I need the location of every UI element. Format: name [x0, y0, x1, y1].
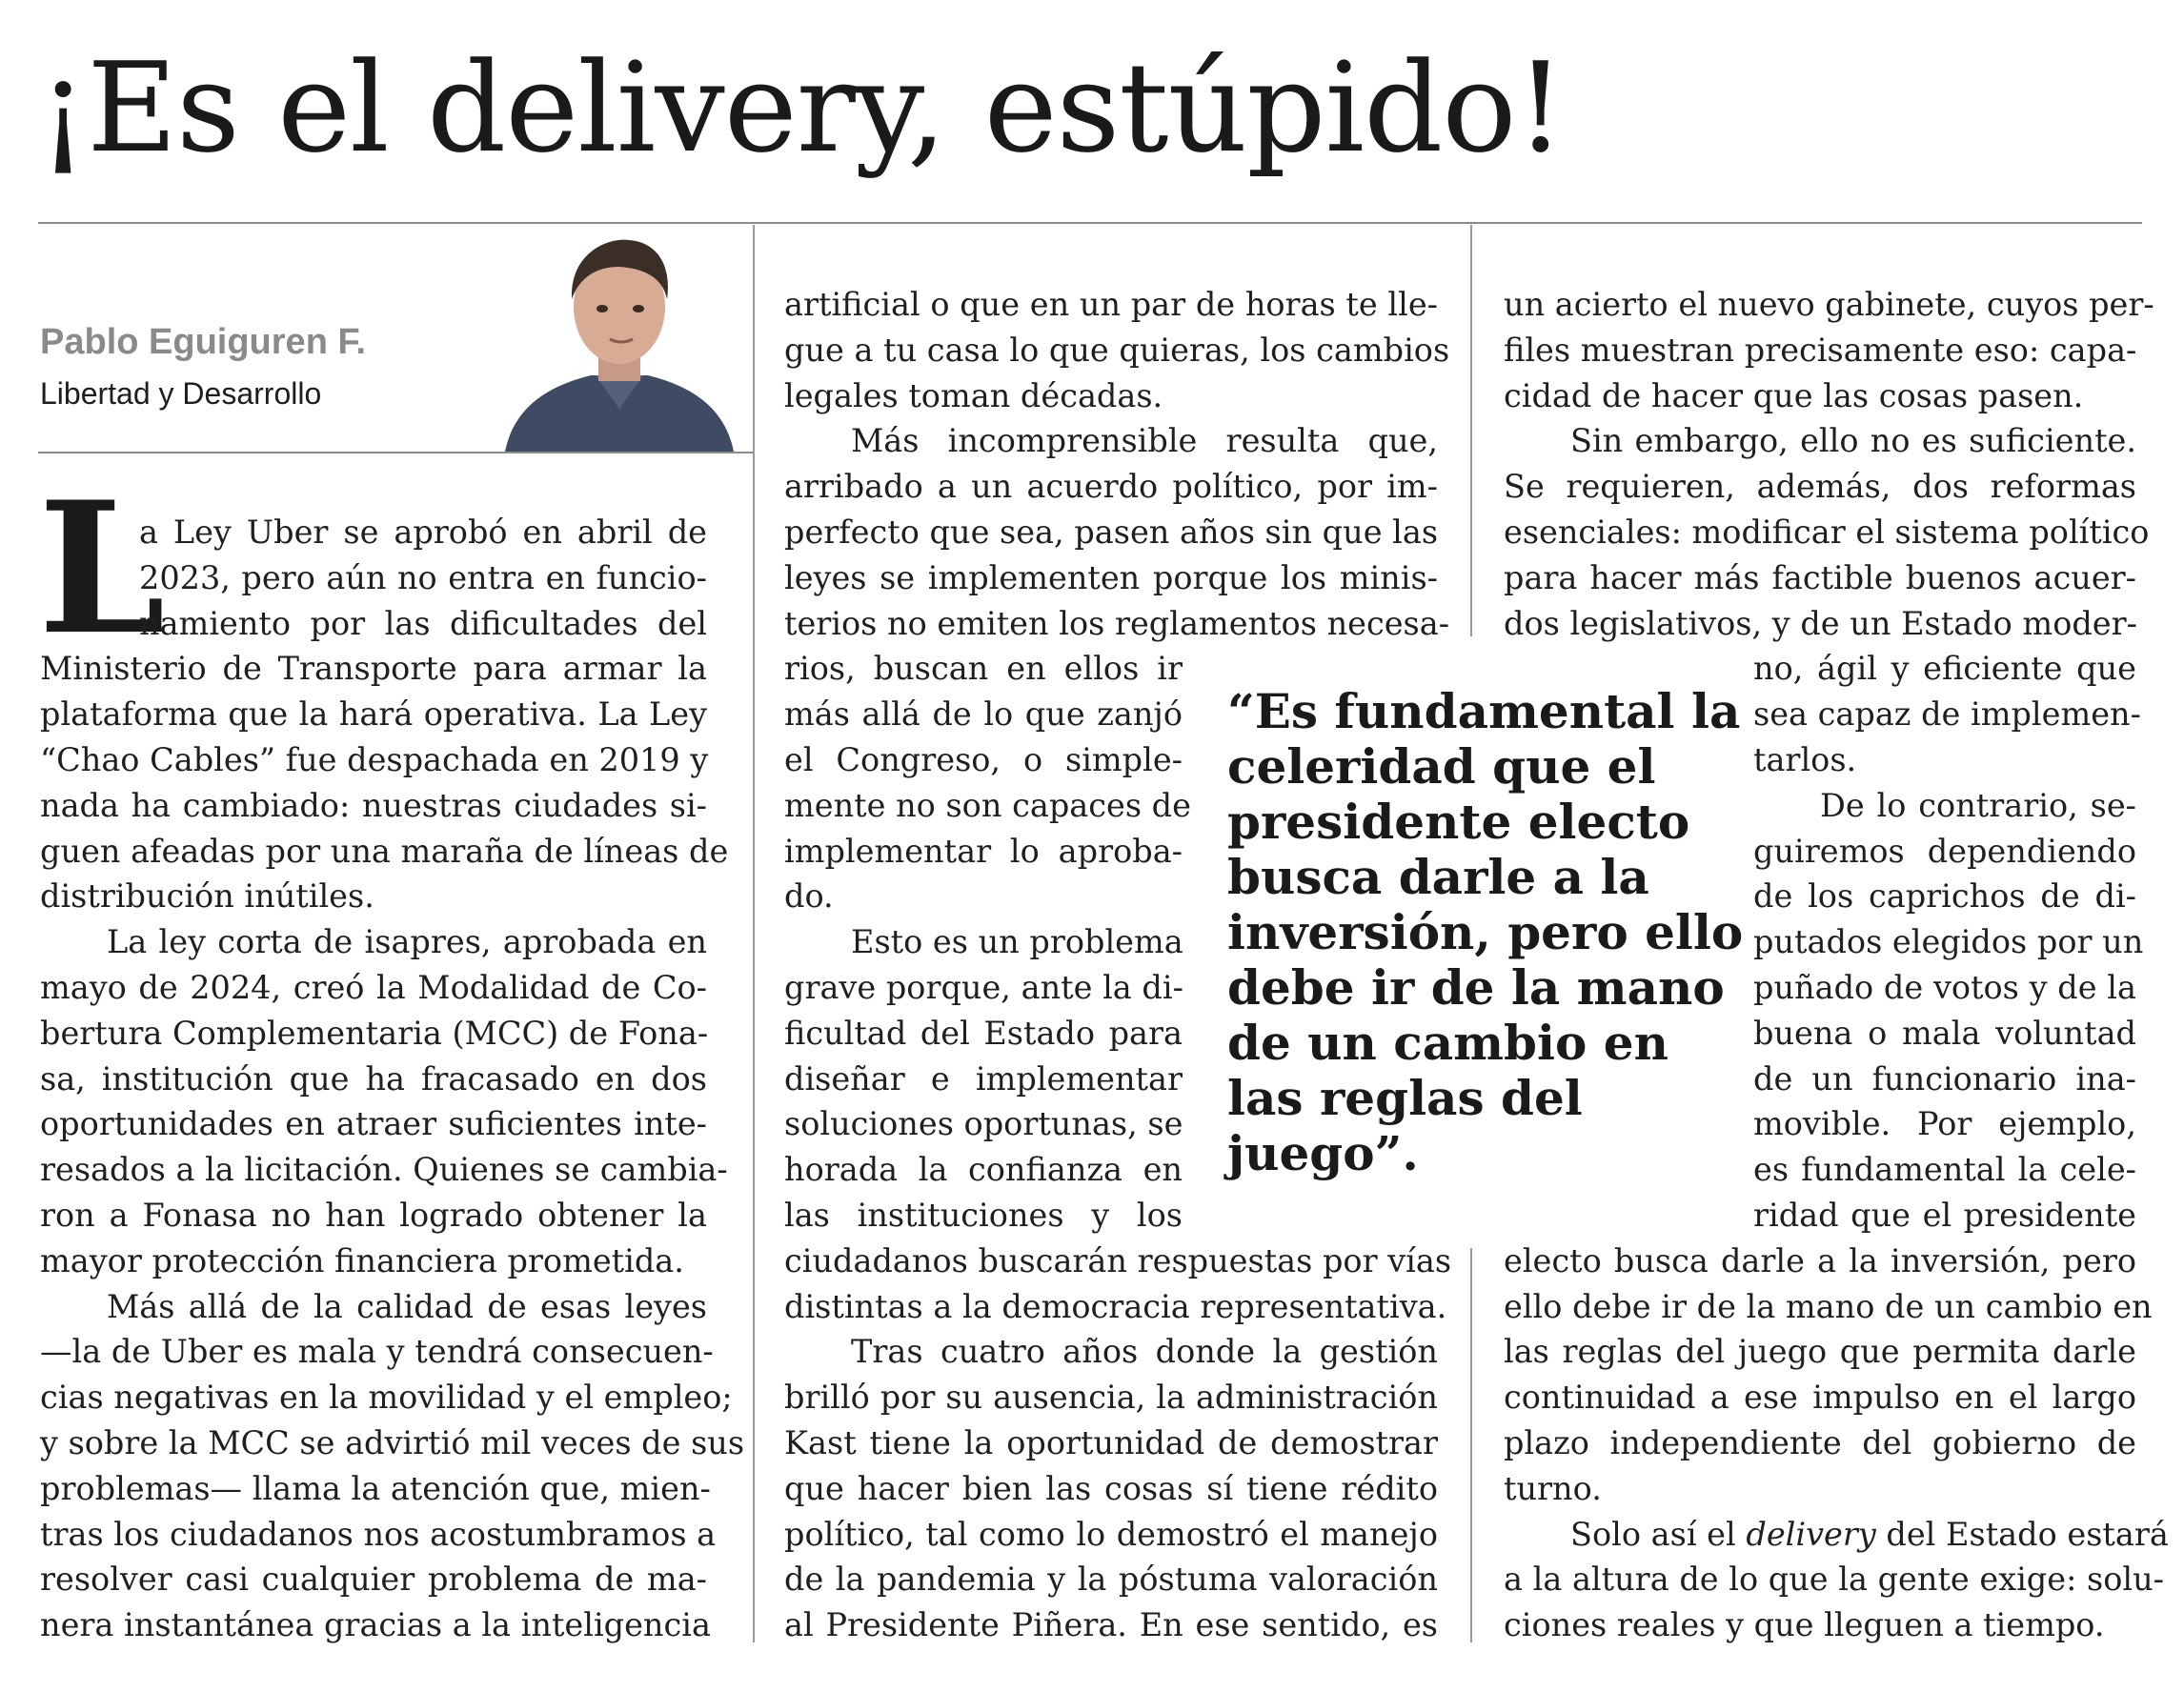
text-line: guiremos dependiendo [1753, 832, 2136, 870]
pull-quote-line: celeridad que el [1227, 738, 1656, 795]
text-line: Sin embargo, ello no es suficiente. [1570, 422, 2136, 460]
text-line [1504, 1512, 2169, 1558]
text-line: Kast tiene la oportunidad de demostrar [784, 1423, 1438, 1461]
pull-quote-line: de un cambio en [1227, 1015, 1668, 1071]
pull-quote-line: debe ir de la mano [1227, 959, 1725, 1016]
text-line: implementar lo aproba- [784, 832, 1183, 870]
text-line: Se requieren, además, dos reformas [1504, 468, 2136, 506]
text-line: rios, buscan en ellos ir [784, 650, 1183, 688]
text-line: mente no son capaces de [784, 786, 1191, 824]
pull-quote-line: juego”. [1227, 1125, 1419, 1181]
headline: ¡Es el delivery, estúpido! [38, 35, 1565, 180]
text-line: tarlos. [1753, 740, 1857, 778]
author-organization: Libertad y Desarrollo [40, 376, 322, 411]
pull-quote-line: busca darle a la [1227, 849, 1649, 905]
text-line: turno. [1504, 1469, 1602, 1507]
text-line: problemas— llama la atención que, mien- [40, 1469, 711, 1507]
text-line: que hacer bien las cosas sí tiene rédito [784, 1469, 1438, 1507]
text-line: a la altura de lo que la gente exige: solu- [1504, 1561, 2164, 1599]
pull-quote-line: las reglas del [1227, 1070, 1583, 1126]
text-line: distribución inútiles. [40, 877, 374, 916]
italic-delivery: delivery [1746, 1515, 1876, 1553]
text-line: de la pandemia y la póstuma valoración [784, 1561, 1438, 1599]
text-line: el Congreso, o simple- [784, 740, 1183, 778]
text-line: artificial o que en un par de horas te lle- [784, 286, 1438, 323]
text-line: legales toman décadas. [784, 376, 1163, 414]
text-line: puñado de votos y de la [1753, 968, 2136, 1006]
pull-quote-line: presidente electo [1227, 794, 1690, 850]
column-3-narrow [1753, 646, 2144, 1238]
text-line: La ley corta de isapres, aprobada en [107, 923, 707, 961]
text-span: del Estado estará [1875, 1515, 2169, 1553]
text-line: guen afeadas por una maraña de líneas de [40, 832, 729, 870]
text-line: 2023, pero aún no entra en funcio- [139, 558, 707, 596]
text-line: bertura Complementaria (MCC) de Fona- [40, 1014, 709, 1052]
text-line: ron a Fonasa no han logrado obtener la [40, 1196, 707, 1234]
column-divider-2-bottom [1470, 1248, 1472, 1642]
text-line: oportunidades en atraer suficientes inte- [40, 1105, 707, 1143]
text-line: resolver casi cualquier problema de ma- [40, 1561, 707, 1599]
text-line: putados elegidos por un [1753, 923, 2144, 961]
author-divider [38, 452, 753, 453]
text-line: de los caprichos de di- [1753, 877, 2136, 916]
author-name: Pablo Eguiguren F. [40, 322, 367, 362]
text-line: a Ley Uber se aprobó en abril de [139, 514, 707, 551]
text-line: un acierto el nuevo gabinete, cuyos per- [1504, 286, 2154, 323]
text-line: arribado a un acuerdo político, por im- [784, 468, 1438, 506]
text-line: mayo de 2024, creó la Modalidad de Co- [40, 968, 707, 1006]
text-line: tras los ciudadanos nos acostumbramos a [40, 1515, 717, 1553]
text-line: más allá de lo que zanjó [784, 695, 1183, 734]
pull-quote-line: inversión, pero ello [1227, 904, 1744, 960]
text-line: Ministerio de Transporte para armar la [40, 650, 707, 688]
text-line: perfecto que sea, pasen años sin que las [784, 513, 1439, 551]
text-line: esenciales: modificar el sistema político [1504, 513, 2150, 551]
text-line: “Chao Cables” fue despachada en 2019 y [40, 740, 709, 778]
text-line: político, tal como lo demostró el manejo [784, 1515, 1438, 1553]
text-line: gue a tu casa lo que quieras, los cambios [784, 331, 1450, 369]
text-line: nada ha cambiado: nuestras ciudades si- [40, 786, 707, 824]
text-line: es fundamental la cele- [1753, 1151, 2136, 1189]
text-span: Solo así el [1570, 1515, 1747, 1553]
text-line: diseñar e implementar [784, 1059, 1183, 1098]
headline-divider [38, 222, 2142, 224]
text-line: de un funcionario ina- [1753, 1059, 2136, 1098]
text-line: sea capaz de implemen- [1753, 695, 2141, 734]
text-line: grave porque, ante la di- [784, 968, 1183, 1006]
text-line: cias negativas en la movilidad y el empleo; [40, 1379, 733, 1417]
text-line: Más allá de la calidad de esas leyes [107, 1287, 707, 1325]
text-line: do. [784, 877, 834, 916]
column-divider-2-top [1470, 225, 1472, 636]
text-line: nera instantánea gracias a la inteligencia [40, 1606, 711, 1644]
column-divider-1 [753, 225, 755, 1642]
text-line: resados a la licitación. Quienes se cambia- [40, 1151, 728, 1189]
text-line: leyes se implementen porque los minis- [784, 558, 1438, 596]
text-line: Más incomprensible resulta que, [851, 422, 1438, 460]
column-3-bottom [1504, 1239, 2169, 1648]
text-line: horada la confianza en [784, 1151, 1183, 1189]
text-line: Esto es un problema [851, 923, 1183, 961]
column-1-dropcap-lines [139, 510, 707, 646]
text-line: continuidad a ese impulso en el largo [1504, 1379, 2136, 1417]
text-line: las instituciones y los [784, 1196, 1183, 1234]
text-line: movible. Por ejemplo, [1753, 1105, 2136, 1143]
text-line: ciudadanos buscarán respuestas por vías [784, 1241, 1452, 1279]
column-3-top [1504, 282, 2154, 646]
text-line: cidad de hacer que las cosas pasen. [1504, 376, 2084, 414]
text-line: para hacer más factible buenos acuer- [1504, 558, 2136, 596]
text-line: —la de Uber es mala y tendrá consecuen- [40, 1333, 714, 1371]
text-line: ello debe ir de la mano de un cambio en [1504, 1287, 2153, 1325]
text-line: sa, institución que ha fracasado en dos [40, 1059, 707, 1098]
text-line: brilló por su ausencia, la administración [784, 1379, 1438, 1417]
text-line: dos legislativos, y de un Estado moder- [1504, 604, 2137, 642]
author-portrait-icon [495, 232, 741, 452]
text-line: no, ágil y eficiente que [1753, 650, 2136, 688]
text-line: ficultad del Estado para [784, 1014, 1183, 1052]
text-line: plazo independiente del gobierno de [1504, 1423, 2136, 1461]
text-line: buena o mala voluntad [1753, 1014, 2136, 1052]
column-2-bottom [784, 1239, 1452, 1648]
text-line: distintas a la democracia representativa. [784, 1287, 1447, 1325]
text-line: ridad que el presidente [1753, 1196, 2136, 1234]
pull-quote-line: “Es fundamental la [1227, 683, 1741, 739]
text-line: las reglas del juego que permita darle [1504, 1333, 2136, 1371]
text-line: plataforma que la hará operativa. La Ley [40, 695, 707, 734]
text-line: ciones reales y que lleguen a tiempo. [1504, 1606, 2105, 1644]
text-line: Tras cuatro años donde la gestión [851, 1333, 1438, 1371]
pull-quote [1227, 683, 1744, 1181]
text-line: soluciones oportunas, se [784, 1105, 1183, 1143]
column-2-narrow [784, 646, 1191, 1238]
text-line: y sobre la MCC se advirtió mil veces de sus [40, 1423, 745, 1461]
text-line: De lo contrario, se- [1820, 786, 2136, 824]
column-2-top [784, 282, 1450, 646]
text-line: namiento por las dificultades del [139, 604, 707, 642]
text-line: mayor protección financiera prometida. [40, 1241, 684, 1279]
text-line: files muestran precisamente eso: capa- [1504, 331, 2137, 369]
text-line: al Presidente Piñera. En ese sentido, es [784, 1606, 1438, 1644]
column-1-body [40, 646, 745, 1648]
text-line: electo busca darle a la inversión, pero [1504, 1241, 2136, 1279]
text-line: terios no emiten los reglamentos necesa- [784, 604, 1450, 642]
drop-cap: L [38, 462, 166, 675]
